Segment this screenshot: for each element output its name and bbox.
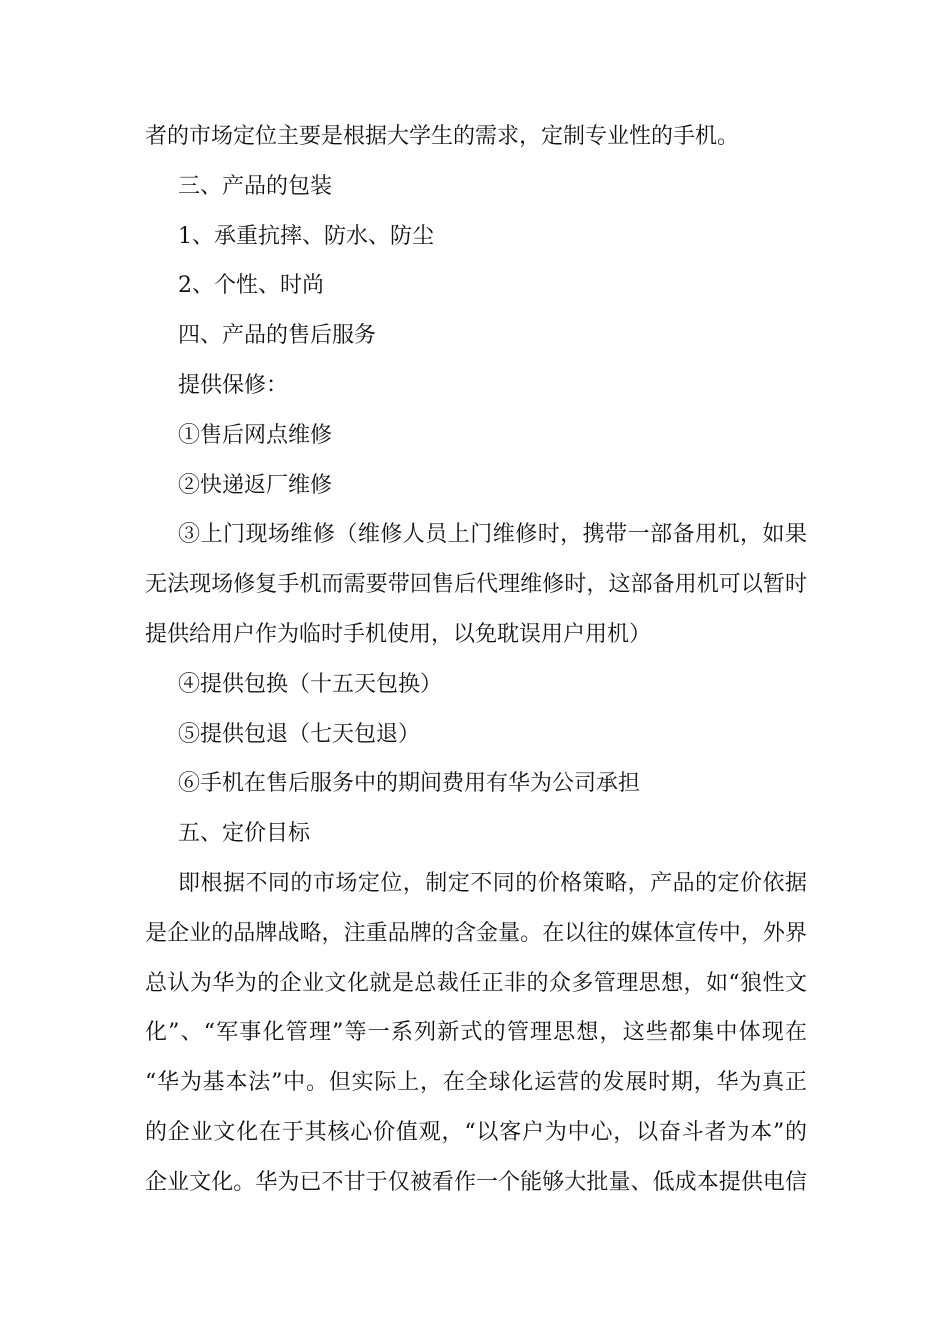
paragraph-line: 化”、“军事化管理”等一系列新式的管理思想，这些都集中体现在 [145, 1020, 807, 1046]
paragraph-line: 即根据不同的市场定位，制定不同的价格策略，产品的定价依据 [178, 870, 807, 896]
list-item: 1、承重抗摔、防水、防尘 [178, 223, 434, 249]
text-line: 者的市场定位主要是根据大学生的需求，定制专业性的手机。 [145, 124, 740, 149]
section-heading-after-sales: 四、产品的售后服务 [178, 323, 377, 349]
list-item: ⑤提供包退（七天包退） [178, 721, 421, 747]
list-item: ③上门现场维修（维修人员上门维修时，携带一部备用机，如果 [178, 522, 807, 548]
list-item: ①售后网点维修 [178, 422, 333, 448]
section-heading-packaging: 三、产品的包装 [178, 173, 333, 199]
text-line: 无法现场修复手机而需要带回售后代理维修时，这部备用机可以暂时 [145, 572, 807, 598]
paragraph-line: 企业文化。华为已不甘于仅被看作一个能够大批量、低成本提供电信 [145, 1169, 807, 1195]
paragraph-line: 是企业的品牌战略，注重品牌的含金量。在以往的媒体宣传中，外界 [145, 920, 807, 946]
list-item: ⑥手机在售后服务中的期间费用有华为公司承担 [178, 771, 641, 797]
document-body [145, 112, 807, 1208]
list-item: 2、个性、时尚 [178, 273, 324, 299]
list-item: ②快递返厂维修 [178, 472, 333, 498]
text-line: 提供给用户作为临时手机使用，以免耽误用户用机） [145, 621, 652, 647]
text-line: 提供保修： [178, 372, 289, 398]
section-heading-pricing: 五、定价目标 [178, 821, 311, 847]
paragraph-line: 的企业文化在于其核心价值观，“以客户为中心，以奋斗者为本”的 [145, 1119, 807, 1145]
list-item: ④提供包换（十五天包换） [178, 671, 443, 697]
paragraph-line: 总认为华为的企业文化就是总裁任正非的众多管理思想，如“狼性文 [145, 970, 807, 996]
paragraph-line: “华为基本法”中。但实际上，在全球化运营的发展时期，华为真正 [145, 1070, 807, 1096]
